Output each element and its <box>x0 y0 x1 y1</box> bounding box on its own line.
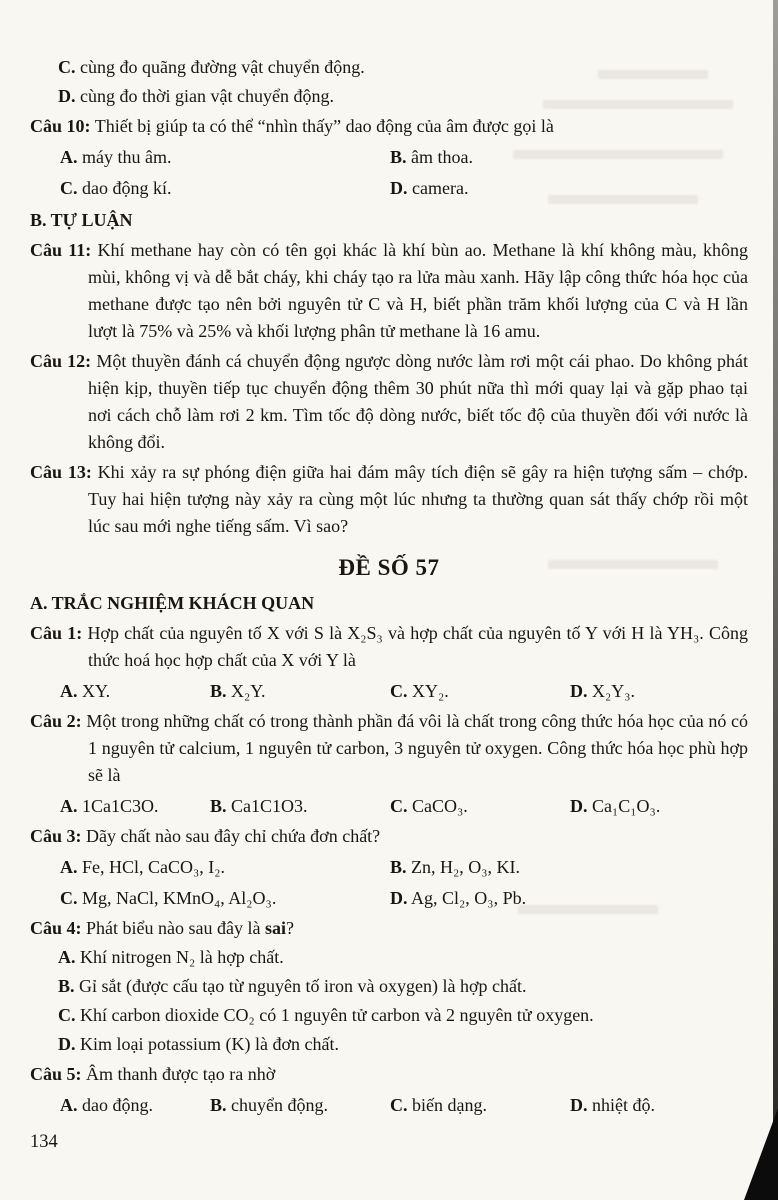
question-10-option-b <box>390 144 748 171</box>
carryover-option-c <box>30 54 748 81</box>
question-2 <box>30 708 748 789</box>
option-text: chuyển động. <box>231 1095 328 1115</box>
option-text: Khí nitrogen N₂ là hợp chất. <box>80 947 284 967</box>
question-4-option-d <box>30 1031 748 1058</box>
option-text: dao động. <box>82 1095 153 1115</box>
question-3 <box>30 823 748 850</box>
question-5-options <box>30 1092 748 1119</box>
scan-edge-strip <box>773 0 778 1200</box>
scan-corner-artifact <box>744 1108 778 1200</box>
option-label: C. <box>58 57 76 77</box>
option-text: camera. <box>412 178 469 198</box>
option-text: 1Ca1C3O. <box>82 796 159 816</box>
option-label: A. <box>60 681 78 701</box>
option-label: C. <box>390 1095 408 1115</box>
option-label: B. <box>58 976 75 996</box>
question-2-option-d <box>570 793 748 820</box>
option-label: B. <box>390 147 407 167</box>
option-text: CaCO₃. <box>412 796 468 816</box>
option-label: C. <box>58 1005 76 1025</box>
option-label: A. <box>58 947 76 967</box>
question-4 <box>30 915 748 942</box>
option-label: D. <box>390 178 408 198</box>
option-text: Khí carbon dioxide CO₂ có 1 nguyên tử carbon và 2 nguyên tử oxygen. <box>80 1005 594 1025</box>
option-text: Ag, Cl₂, O₃, Pb. <box>411 888 527 908</box>
question-1-option-a <box>60 678 210 705</box>
option-label: D. <box>570 796 588 816</box>
option-text: âm thoa. <box>411 147 473 167</box>
question-1-option-c <box>390 678 570 705</box>
option-text: nhiệt độ. <box>592 1095 655 1115</box>
question-10 <box>30 113 748 140</box>
option-text: X₂Y₃. <box>592 681 636 701</box>
option-text: dao động kí. <box>82 178 172 198</box>
option-label: C. <box>60 888 78 908</box>
section-heading-tu-luan: B. TỰ LUẬN <box>30 210 133 230</box>
question-4-option-b <box>30 973 748 1000</box>
option-text: Kim loại potassium (K) là đơn chất. <box>80 1034 339 1054</box>
page-content <box>30 52 748 1119</box>
question-3-options-row-1 <box>30 854 748 881</box>
option-label: A. <box>60 147 78 167</box>
question-11-label: Câu 11: <box>30 240 92 260</box>
question-4-text-before: Phát biểu nào sau đây là <box>86 918 265 938</box>
question-1-options <box>30 678 748 705</box>
question-2-option-b <box>210 793 390 820</box>
question-5-option-c <box>390 1092 570 1119</box>
option-text: cùng đo thời gian vật chuyển động. <box>80 86 334 106</box>
question-13-text: Khi xảy ra sự phóng điện giữa hai đám mây tích điện sẽ gây ra hiện tượng sấm – chớp. Tuy hai hiện tượng này xảy ra cùng một lúc nhưng ta thường quan sát thấy chớp rồi một lúc sau mới nghe tiếng sấm. Vì sao? <box>88 462 748 536</box>
question-1-text: Hợp chất của nguyên tố X với S là X₂S₃ và hợp chất của nguyên tố Y với H là YH₃. Công thức hoá học hợp chất của X với Y là <box>87 623 749 670</box>
question-11 <box>30 237 748 345</box>
option-text: XY₂. <box>412 681 449 701</box>
option-label: D. <box>570 1095 588 1115</box>
option-label: D. <box>58 1034 76 1054</box>
question-2-label: Câu 2: <box>30 711 82 731</box>
option-text: biến dạng. <box>412 1095 487 1115</box>
question-2-option-a <box>60 793 210 820</box>
option-text: Mg, NaCl, KMnO₄, Al₂O₃. <box>82 888 277 908</box>
question-11-text: Khí methane hay còn có tên gọi khác là khí bùn ao. Methane là khí không màu, không mùi, không vị và dễ bắt cháy, khi cháy tạo ra lửa màu xanh. Hãy lập công thức hóa học của methane được tạo nên bởi nguyên tử C và H, biết phần trăm khối lượng của C và H lần lượt là 75% và 25% và khối lượng phân tử methane là 16 amu. <box>88 240 749 341</box>
question-10-option-d <box>390 175 748 202</box>
option-label: B. <box>210 796 227 816</box>
question-10-option-a <box>60 144 390 171</box>
question-1 <box>30 620 748 674</box>
question-2-text: Một trong những chất có trong thành phần đá vôi là chất trong công thức hóa học của nó có 1 nguyên tử calcium, 1 nguyên tử carbon, 3 nguyên tử oxygen. Công thức hóa học phù hợp sẽ là <box>86 711 748 785</box>
option-label: B. <box>390 857 407 877</box>
question-3-option-b <box>390 854 748 881</box>
option-text: Fe, HCl, CaCO₃, I₂. <box>82 857 226 877</box>
option-label: B. <box>210 681 227 701</box>
option-text: Ca₁C₁O₃. <box>592 796 661 816</box>
question-12 <box>30 348 748 456</box>
question-1-option-b <box>210 678 390 705</box>
option-label: C. <box>390 681 408 701</box>
question-5-option-d <box>570 1092 748 1119</box>
option-text: cùng đo quãng đường vật chuyển động. <box>80 57 365 77</box>
option-text: Ca1C1O3. <box>231 796 308 816</box>
question-1-option-d <box>570 678 748 705</box>
option-label: D. <box>570 681 588 701</box>
section-heading-trac-nghiem: A. TRẮC NGHIỆM KHÁCH QUAN <box>30 593 315 613</box>
question-12-text: Một thuyền đánh cá chuyển động ngược dòng nước làm rơi một cái phao. Do không phát hiện kịp, thuyền tiếp tục chuyển động thêm 30 phút nữa thì mới quay lại và gặp phao tại nơi cách chỗ làm rơi 2 km. Tìm tốc độ dòng nước, biết tốc độ của thuyền đối với nước là không đổi. <box>88 351 749 452</box>
question-13 <box>30 459 748 540</box>
option-label: D. <box>390 888 408 908</box>
option-label: A. <box>60 1095 78 1115</box>
question-4-option-c <box>30 1002 748 1029</box>
question-5-option-a <box>60 1092 210 1119</box>
option-label: C. <box>60 178 78 198</box>
question-10-option-c <box>60 175 390 202</box>
question-5-label: Câu 5: <box>30 1064 82 1084</box>
option-text: XY. <box>82 681 111 701</box>
question-3-options-row-2 <box>30 885 748 912</box>
question-1-label: Câu 1: <box>30 623 83 643</box>
option-text: Gỉ sắt (được cấu tạo từ nguyên tố iron và oxygen) là hợp chất. <box>79 976 527 996</box>
question-3-option-c <box>60 885 390 912</box>
question-13-label: Câu 13: <box>30 462 92 482</box>
option-label: A. <box>60 857 78 877</box>
question-3-text: Dãy chất nào sau đây chỉ chứa đơn chất? <box>86 826 381 846</box>
question-4-option-a <box>30 944 748 971</box>
question-2-options <box>30 793 748 820</box>
question-2-option-c <box>390 793 570 820</box>
question-10-label: Câu 10: <box>30 116 91 136</box>
question-5-option-b <box>210 1092 390 1119</box>
page-number: 134 <box>30 1132 58 1152</box>
question-5 <box>30 1061 748 1088</box>
carryover-option-d <box>30 83 748 110</box>
option-label: B. <box>210 1095 227 1115</box>
question-4-label: Câu 4: <box>30 918 82 938</box>
option-text: Zn, H₂, O₃, KI. <box>411 857 521 877</box>
option-label: D. <box>58 86 76 106</box>
question-5-text: Âm thanh được tạo ra nhờ <box>86 1064 276 1084</box>
option-label: A. <box>60 796 78 816</box>
question-4-text-after: ? <box>286 918 294 938</box>
option-text: X₂Y. <box>231 681 266 701</box>
question-3-option-a <box>60 854 390 881</box>
question-4-emphasis: sai <box>264 918 286 938</box>
question-12-label: Câu 12: <box>30 351 92 371</box>
question-3-option-d <box>390 885 748 912</box>
option-text: máy thu âm. <box>82 147 172 167</box>
option-label: C. <box>390 796 408 816</box>
question-3-label: Câu 3: <box>30 826 82 846</box>
question-10-options-row-1 <box>30 144 748 171</box>
question-10-options-row-2 <box>30 175 748 202</box>
question-10-text: Thiết bị giúp ta có thể “nhìn thấy” dao động của âm được gọi là <box>94 116 554 136</box>
exam-57-title: ĐỀ SỐ 57 <box>338 555 440 580</box>
